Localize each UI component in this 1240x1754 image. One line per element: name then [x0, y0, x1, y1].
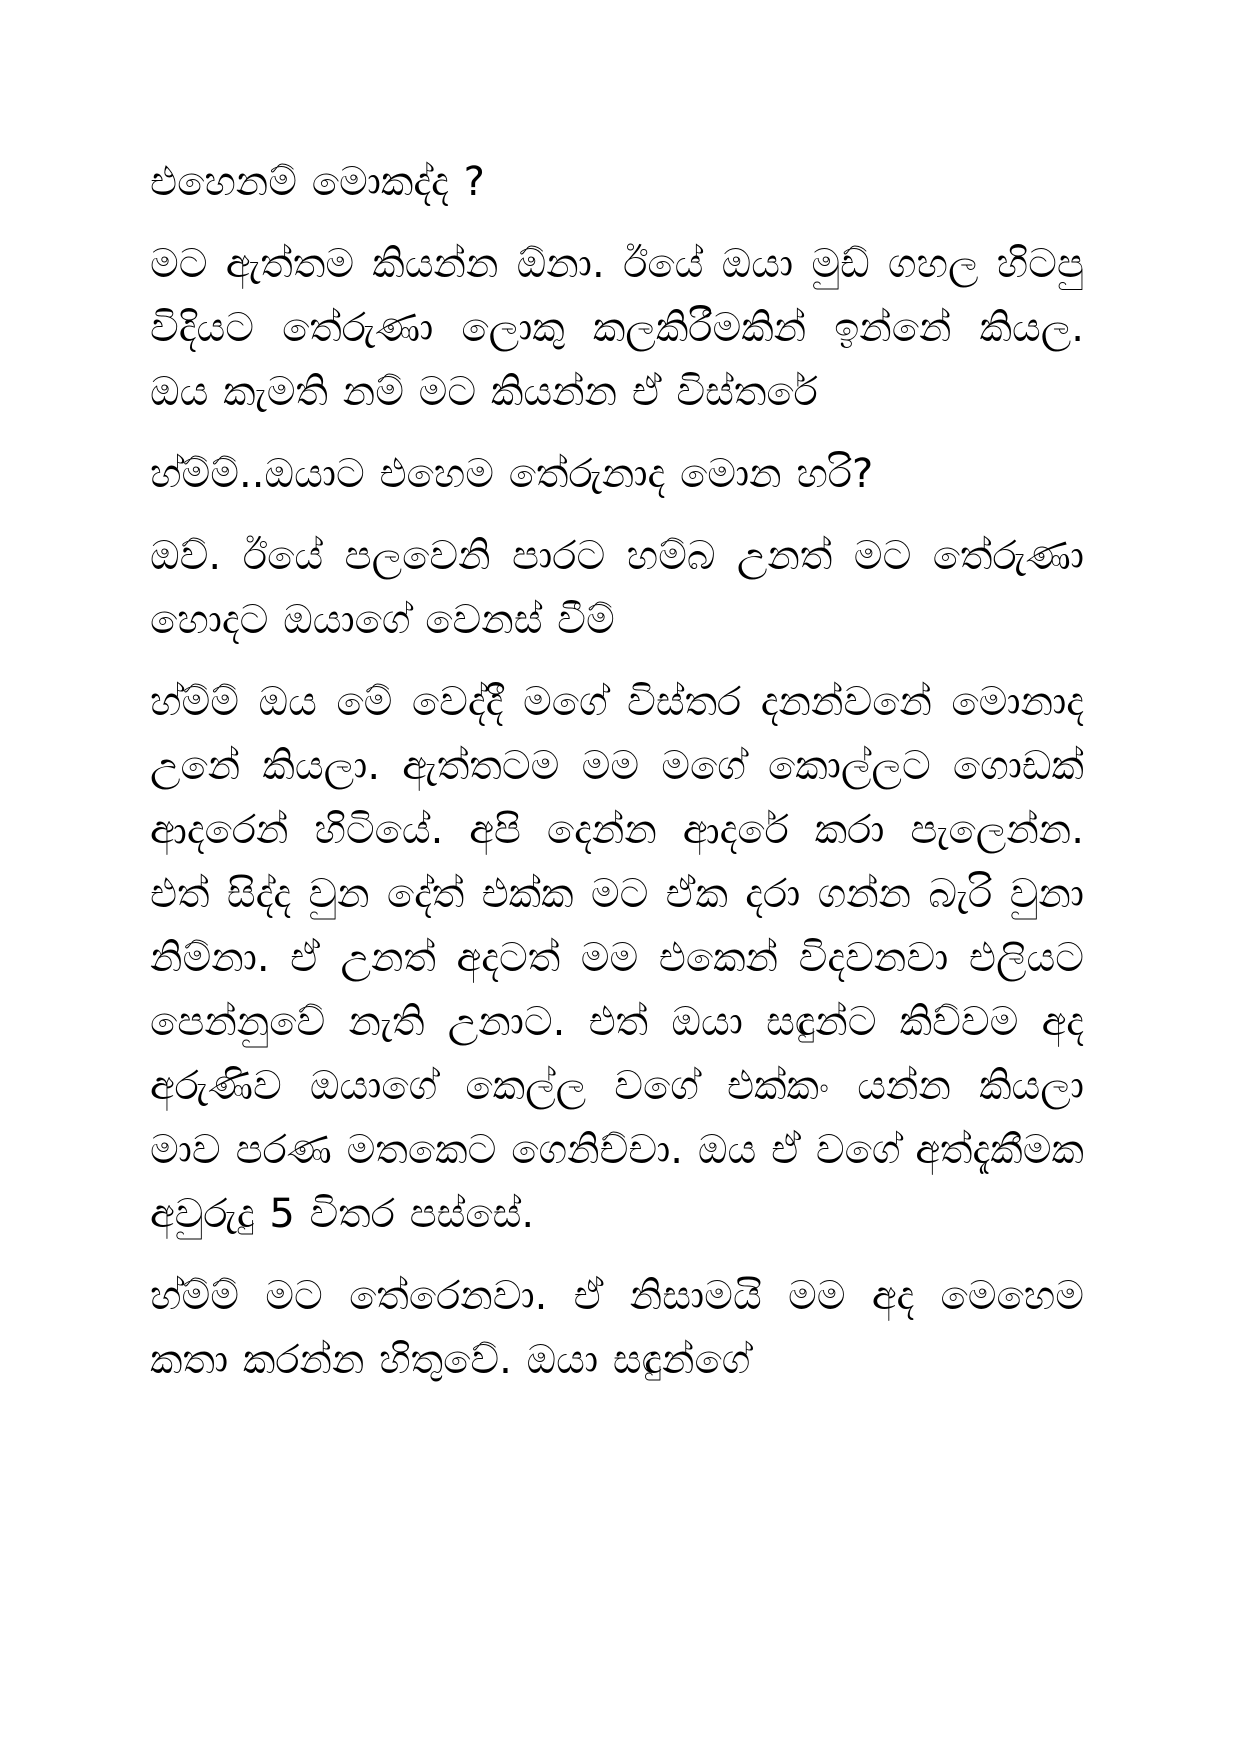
- paragraph-6: හ්ම්ම් මට තේරෙනවා. ඒ නිසාමයි මම අද මෙහෙම කතා කරන්න හිතුවේ. ඔයා සඳුන්ගේ: [150, 1273, 1084, 1383]
- story-text: [150, 150, 1084, 1410]
- paragraph-5: හ්ම්ම් ඔය මේ වෙද්දී මගේ විස්තර දනන්වනේ මොනාද උනේ කියලා. ඇත්තටම මම මගේ කොල්ලට ගොඩක් ආදරෙන් හිටියේ. අපි දෙන්න ආදරේ කරා පැලෙන්න. එත් සිද්ද වුන දේත් එක්ක මට ඒක දරා ගන්න බැරි වුනා නිම්නා. ඒ උනත් අදටත් මම එකෙන් විදවනවා එලියට පෙන්නුවේ නැති උනාට. එත් ඔයා සඳුන්ට කිව්වම අද අරුණිව ඔයාගේ කෙල්ල වගේ එක්කං යන්න කියලා මාව පරණ මතකෙට ගෙනිච්චා. ඔය ඒ වගේ අත්දැකීමක අවුරුදු 5 විතර පස්සේ.: [150, 679, 1084, 1237]
- paragraph-2: මට ඇත්තම කියන්න ඕනා. ඊයේ ඔයා මුඩ් ගහල හිටපු විදියට තේරුණා ලොකු කලකිරීමකින් ඉන්නේ කියල. ඔය කැමති නම් මට කියන්න ඒ විස්තරේ: [150, 241, 1084, 415]
- paragraph-4: ඔව්. ඊයේ පලවෙනි පාරට හම්බ උනත් මට තේරුණා හොදට ඔයාගේ වෙනස් වීම්: [150, 533, 1084, 643]
- paragraph-3: හ්ම්ම්..ඔයාට එහෙම තේරුනාද මොන හරි?: [150, 451, 874, 497]
- paragraph-1: එහෙනම් මොකද්ද ?: [150, 159, 485, 205]
